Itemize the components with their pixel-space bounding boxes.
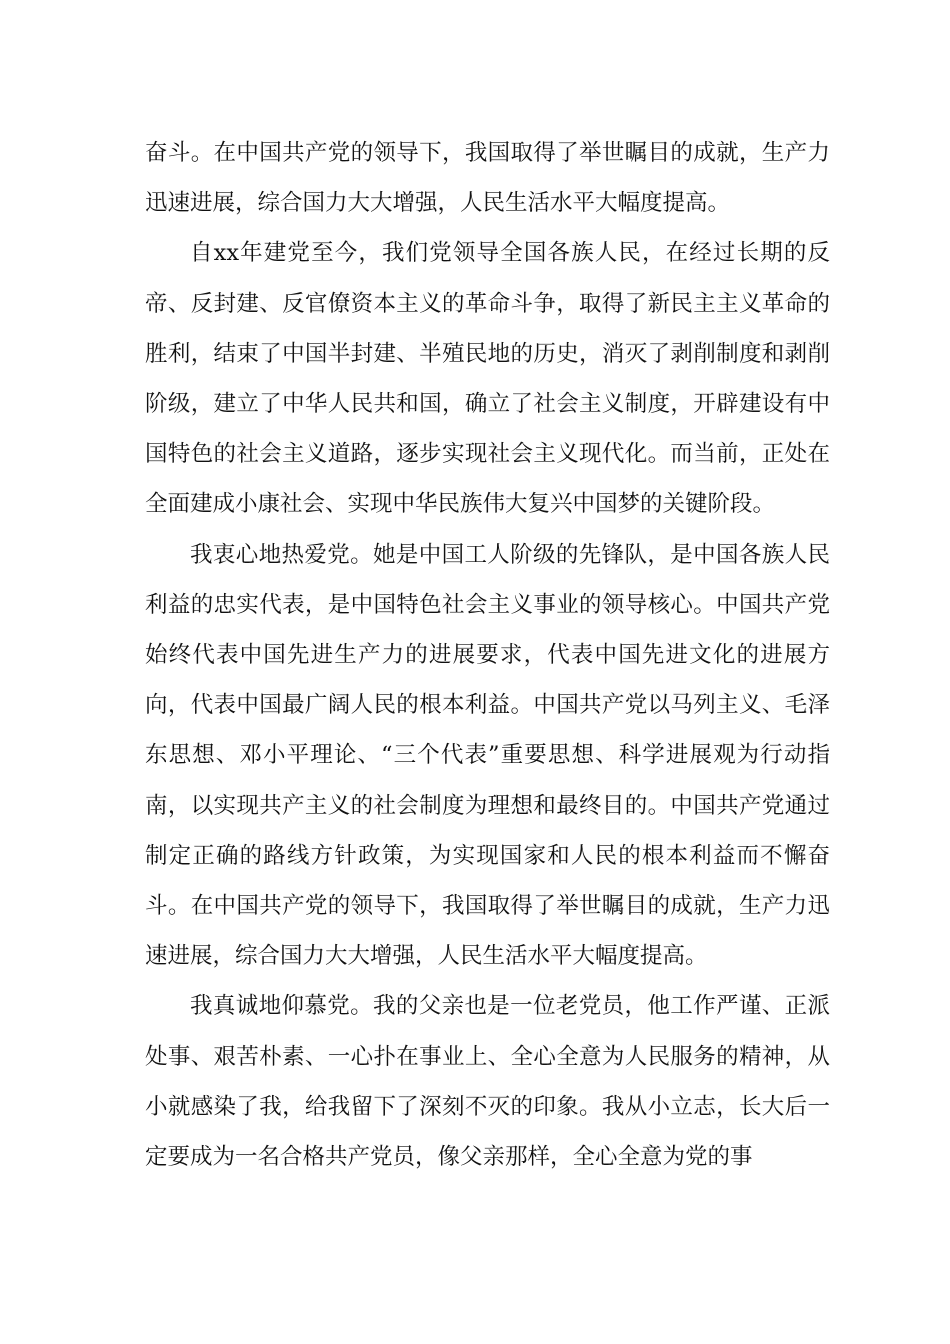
paragraph-3: 我衷心地热爱党。她是中国工人阶级的先锋队，是中国各族人民利益的忠实代表，是中国特色社会主义事业的领导核心。中国共产党始终代表中国先进生产力的进展要求，代表中国先进文化的进展方向，代表中国最广阔人民的根本利益。中国共产党以马列主义、毛泽东思想、邓小平理论、“三个代表”重要思想、科学进展观为行动指南，以实现共产主义的社会制度为理想和最终目的。中国共产党通过制定正确的路线方针政策，为实现国家和人民的根本利益而不懈奋斗。在中国共产党的领导下，我国取得了举世瞩目的成就，生产力迅速进展，综合国力大大增强，人民生活水平大幅度提高。 <box>145 541 830 970</box>
paragraph-4: 我真诚地仰慕党。我的父亲也是一位老党员，他工作严谨、正派处事、艰苦朴素、一心扑在事业上、全心全意为人民服务的精神，从小就感染了我，给我留下了深刻不灭的印象。我从小立志，长大后一定要成为一名合格共产党员，像父亲那样，全心全意为党的事 <box>145 993 830 1171</box>
paragraph-2: 自xx年建党至今，我们党领导全国各族人民，在经过长期的反帝、反封建、反官僚资本主义的革命斗争，取得了新民主主义革命的胜利，结束了中国半封建、半殖民地的历史，消灭了剥削制度和剥削阶级，建立了中华人民共和国，确立了社会主义制度，开辟建设有中国特色的社会主义道路，逐步实现社会主义现代化。而当前，正处在全面建成小康社会、实现中华民族伟大复兴中国梦的关键阶段。 <box>145 240 830 518</box>
paragraph-1: 奋斗。在中国共产党的领导下，我国取得了举世瞩目的成就，生产力迅速进展，综合国力大大增强，人民生活水平大幅度提高。 <box>145 140 830 217</box>
document-body <box>145 128 830 1182</box>
